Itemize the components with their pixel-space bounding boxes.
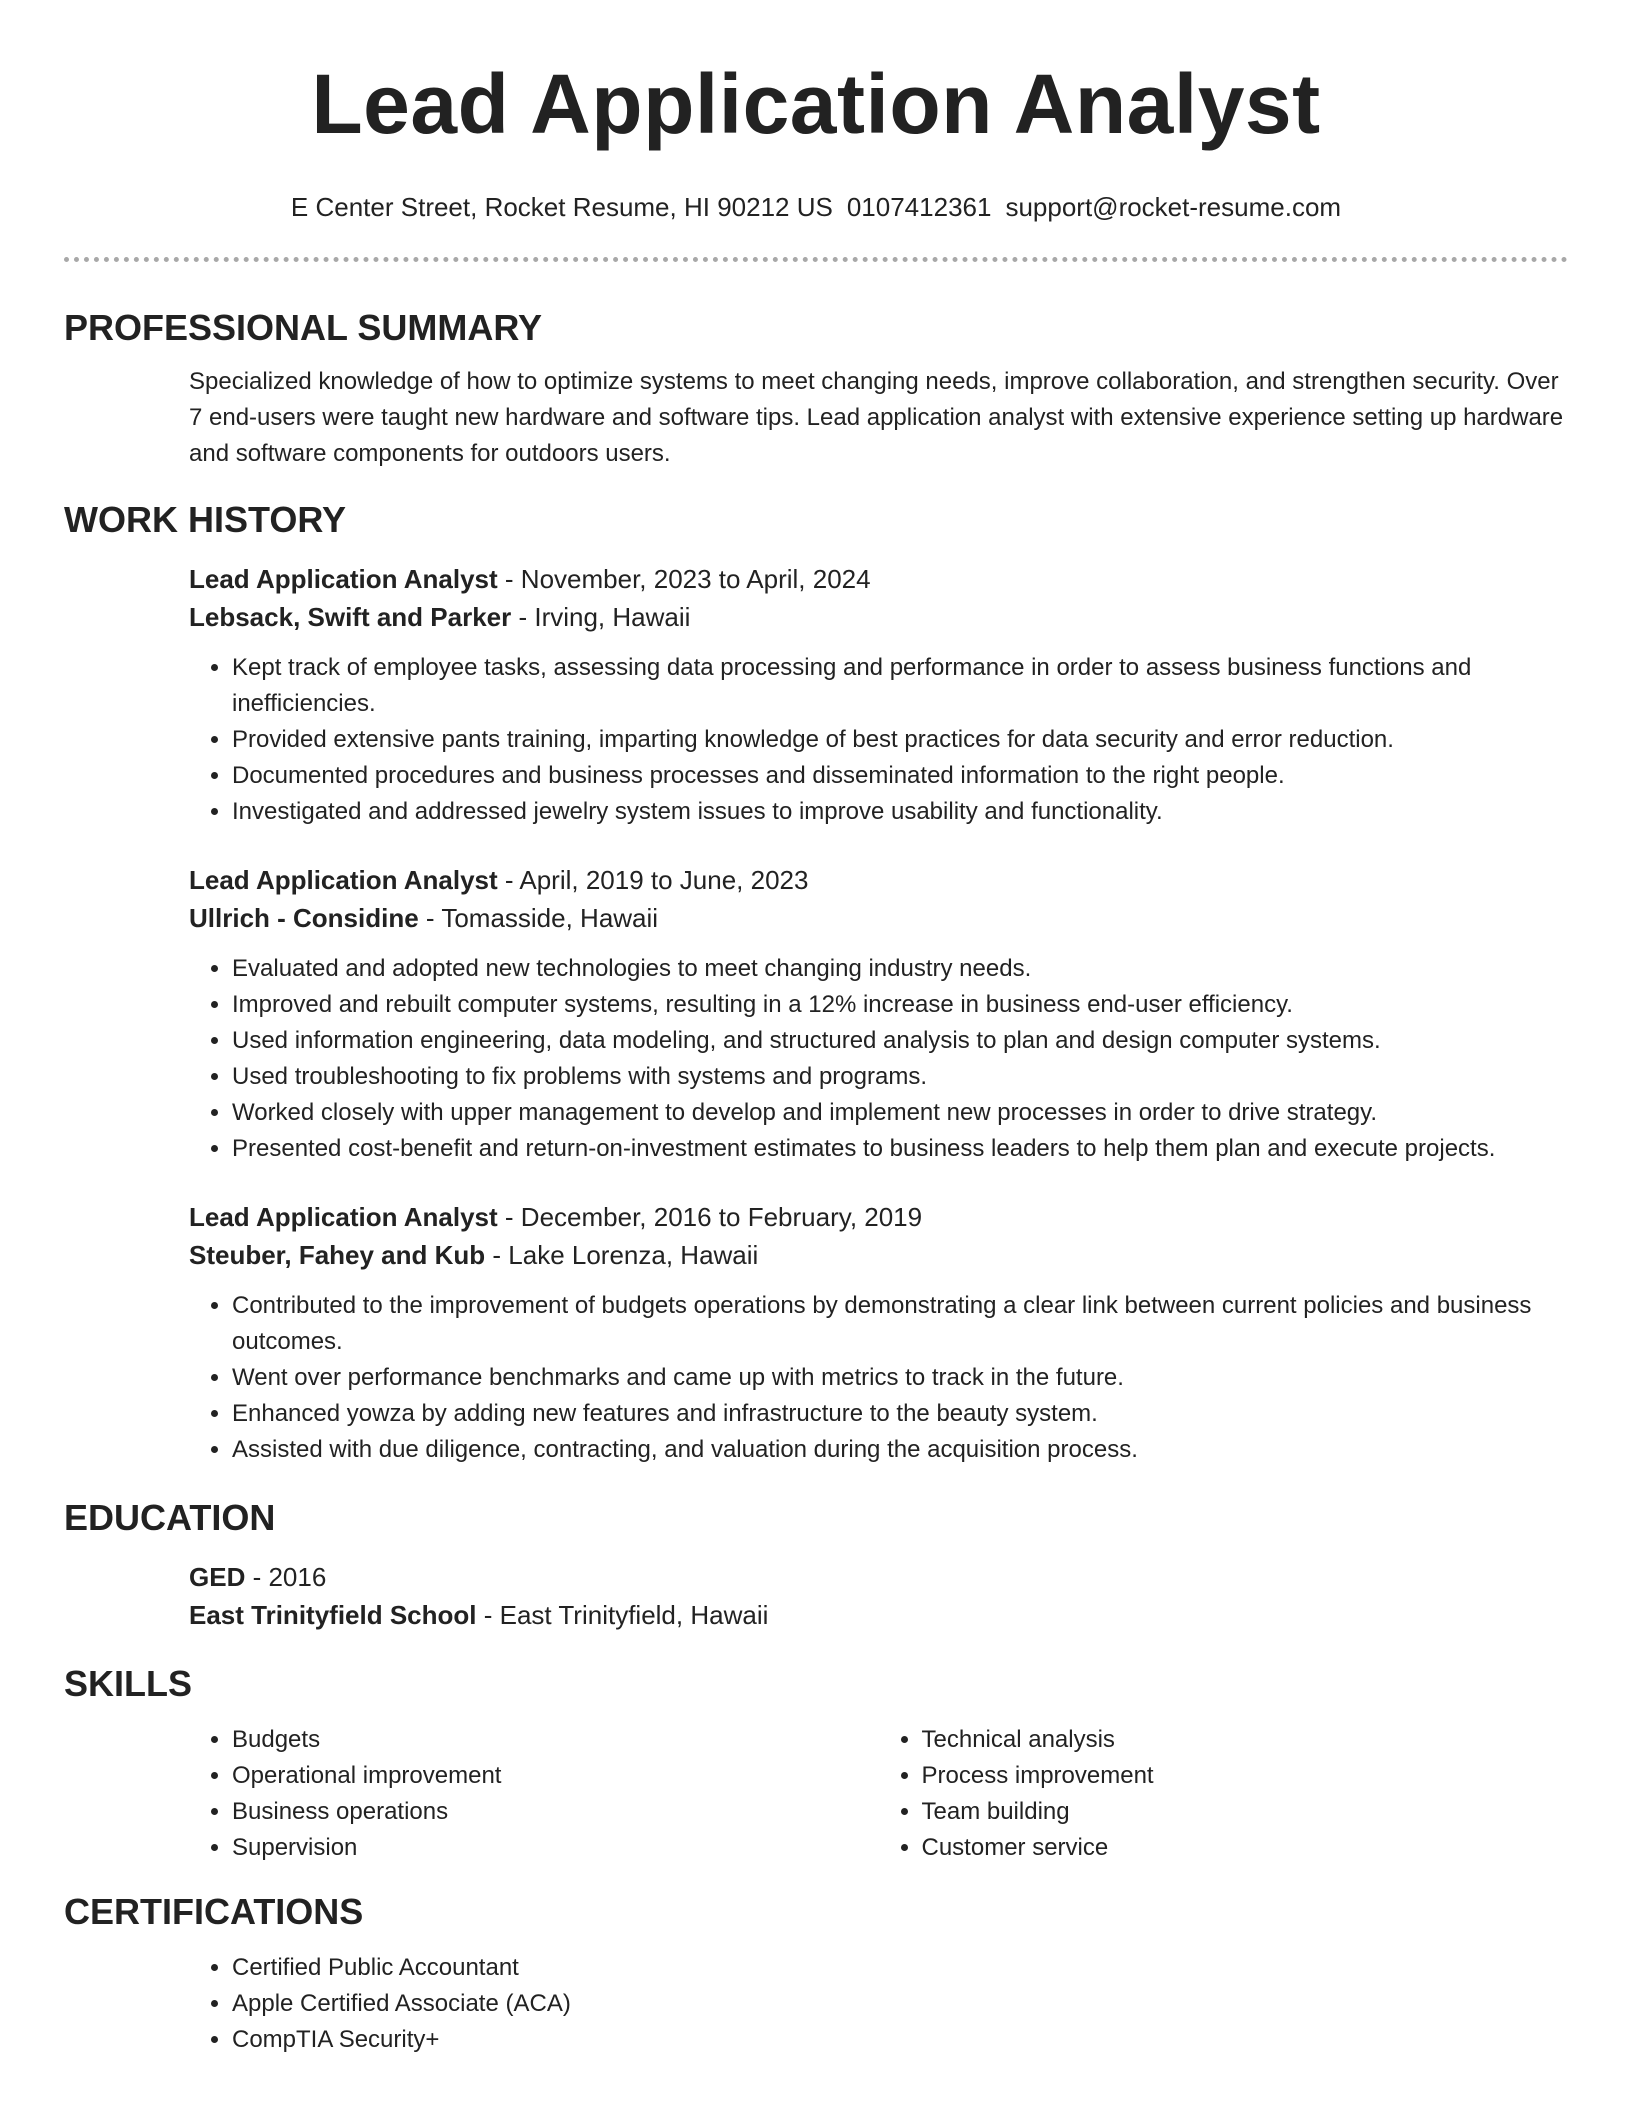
job-bullet: • Documented procedures and business processes and disseminated information to the right people. xyxy=(232,758,1568,794)
education-section-title: EDUCATION xyxy=(64,1497,276,1538)
certification-item: • Certified Public Accountant xyxy=(232,1950,1568,1986)
job-location: - Tomasside, Hawaii xyxy=(418,903,659,933)
education-degree-line xyxy=(189,1558,1568,1596)
skill-item: • Budgets xyxy=(232,1722,879,1758)
certification-item: • CompTIA Security+ xyxy=(232,2022,1568,2058)
contact-email: support@rocket-resume.com xyxy=(1005,192,1342,222)
job-bullets xyxy=(189,1288,1568,1468)
contact-address: E Center Street, Rocket Resume, HI 90212 US xyxy=(290,192,833,222)
certifications-section-title: CERTIFICATIONS xyxy=(64,1891,364,1932)
job-bullets xyxy=(189,951,1568,1167)
summary-section xyxy=(64,364,1568,472)
job-bullet: • Used troubleshooting to fix problems with systems and programs. xyxy=(232,1059,1568,1095)
job-company: Ullrich - Considine xyxy=(189,903,419,933)
job-dates: - November, 2023 to April, 2024 xyxy=(497,564,871,594)
job-title-line xyxy=(189,861,1568,899)
skills-column-left xyxy=(189,1722,879,1866)
job-role: Lead Application Analyst xyxy=(189,865,498,895)
resume-header xyxy=(64,0,1568,224)
job-bullet: • Investigated and addressed jewelry system issues to improve usability and functionality. xyxy=(232,794,1568,830)
work-section-title: WORK HISTORY xyxy=(64,499,347,540)
skill-item: • Team building xyxy=(922,1794,1569,1830)
job-role: Lead Application Analyst xyxy=(189,564,498,594)
job-bullet: • Enhanced yowza by adding new features and infrastructure to the beauty system. xyxy=(232,1396,1568,1432)
skill-item: • Business operations xyxy=(232,1794,879,1830)
job-title-line xyxy=(189,1198,1568,1236)
candidate-name: Lead Application Analyst xyxy=(311,57,1321,151)
skill-item: • Customer service xyxy=(922,1830,1569,1866)
education-year: - 2016 xyxy=(245,1562,327,1592)
job-location: - Lake Lorenza, Hawaii xyxy=(485,1240,759,1270)
skill-item: • Operational improvement xyxy=(232,1758,879,1794)
job-entry xyxy=(64,861,1568,1167)
contact-line xyxy=(64,190,1568,224)
job-company: Steuber, Fahey and Kub xyxy=(189,1240,486,1270)
job-bullet: • Evaluated and adopted new technologies to meet changing industry needs. xyxy=(232,951,1568,987)
job-company-line xyxy=(189,1236,1568,1274)
job-bullet: • Worked closely with upper management to develop and implement new processes in order to drive strategy. xyxy=(232,1095,1568,1131)
job-dates: - April, 2019 to June, 2023 xyxy=(497,865,809,895)
education-school-line xyxy=(189,1596,1568,1634)
job-company-line xyxy=(189,598,1568,636)
job-bullet: • Assisted with due diligence, contracting, and valuation during the acquisition process. xyxy=(232,1432,1568,1468)
job-location: - Irving, Hawaii xyxy=(511,602,691,632)
header-divider xyxy=(64,257,1568,262)
job-bullets xyxy=(189,650,1568,830)
skills-column-right xyxy=(879,1722,1569,1866)
certifications-list xyxy=(64,1950,1568,2058)
certifications-items xyxy=(189,1950,1568,2058)
skill-item: • Process improvement xyxy=(922,1758,1569,1794)
job-entry xyxy=(64,560,1568,830)
education-school: East Trinityfield School xyxy=(189,1600,477,1630)
job-bullet: • Kept track of employee tasks, assessing data processing and performance in order to assess business functions and inefficiencies. xyxy=(232,650,1568,722)
summary-text: Specialized knowledge of how to optimize systems to meet changing needs, improve collaboration, and strengthen security. Over 7 end-users were taught new hardware and software tips. Lead application analyst with extensive experience setting up hardware and software components for outdoors users. xyxy=(189,368,1564,467)
certification-item: • Apple Certified Associate (ACA) xyxy=(232,1986,1568,2022)
job-title-line xyxy=(189,560,1568,598)
contact-phone: 0107412361 xyxy=(846,192,992,222)
job-entry xyxy=(64,1198,1568,1468)
job-company-line xyxy=(189,899,1568,937)
job-dates: - December, 2016 to February, 2019 xyxy=(497,1202,923,1232)
job-bullet: • Provided extensive pants training, imparting knowledge of best practices for data security and error reduction. xyxy=(232,722,1568,758)
job-bullet: • Contributed to the improvement of budgets operations by demonstrating a clear link between current policies and business outcomes. xyxy=(232,1288,1568,1360)
skills-list xyxy=(64,1722,1568,1866)
job-role: Lead Application Analyst xyxy=(189,1202,498,1232)
skill-item: • Supervision xyxy=(232,1830,879,1866)
job-bullet: • Went over performance benchmarks and came up with metrics to track in the future. xyxy=(232,1360,1568,1396)
education-entry xyxy=(64,1558,1568,1634)
education-degree: GED xyxy=(189,1562,246,1592)
job-bullet: • Improved and rebuilt computer systems, resulting in a 12% increase in business end-user efficiency. xyxy=(232,987,1568,1023)
skills-section-title: SKILLS xyxy=(64,1663,193,1704)
summary-section-title: PROFESSIONAL SUMMARY xyxy=(64,307,543,348)
education-location: - East Trinityfield, Hawaii xyxy=(476,1600,769,1630)
job-bullet: • Presented cost-benefit and return-on-investment estimates to business leaders to help them plan and execute projects. xyxy=(232,1131,1568,1167)
job-company: Lebsack, Swift and Parker xyxy=(189,602,512,632)
skill-item: • Technical analysis xyxy=(922,1722,1569,1758)
job-bullet: • Used information engineering, data modeling, and structured analysis to plan and design computer systems. xyxy=(232,1023,1568,1059)
